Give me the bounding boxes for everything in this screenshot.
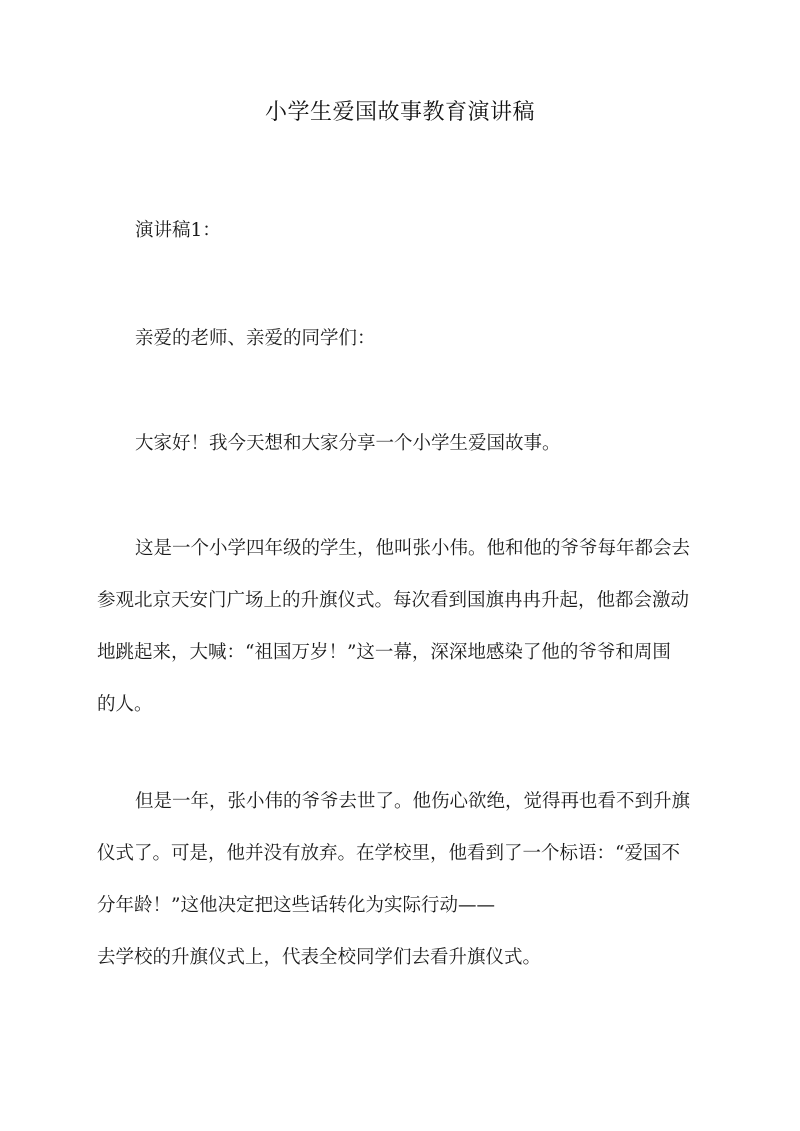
paragraph-line: 的人。 [97, 694, 153, 715]
paragraph-story-2 [97, 776, 707, 984]
paragraph-line: 演讲稿1： [135, 220, 221, 241]
paragraph-line: 去学校的升旗仪式上，代表全校同学们去看升旗仪式。 [97, 947, 542, 968]
paragraph-intro [97, 418, 707, 470]
paragraph-line: 亲爱的老师、亲爱的同学们： [135, 328, 376, 349]
paragraph-line: 分年龄！”这他决定把这些话转化为实际行动—— [97, 895, 495, 916]
paragraph-speech-label [97, 205, 707, 257]
paragraph-story-1 [97, 523, 707, 731]
paragraph-line: 仪式了。可是，他并没有放弃。在学校里，他看到了一个标语：“爱国不 [97, 843, 680, 864]
paragraph-line: 大家好！我今天想和大家分享一个小学生爱国故事。 [135, 433, 561, 454]
paragraph-line: 但是一年，张小伟的爷爷去世了。他伤心欲绝，觉得再也看不到升旗 [135, 791, 691, 812]
paragraph-line: 参观北京天安门广场上的升旗仪式。每次看到国旗冉冉升起，他都会激动 [97, 590, 690, 611]
paragraph-line: 地跳起来，大喊：“祖国万岁！”这一幕，深深地感染了他的爷爷和周围 [97, 642, 671, 663]
paragraph-line: 这是一个小学四年级的学生，他叫张小伟。他和他的爷爷每年都会去 [135, 538, 691, 559]
paragraph-greeting [97, 313, 707, 365]
document-title: 小学生爱国故事教育演讲稿 [264, 100, 535, 125]
